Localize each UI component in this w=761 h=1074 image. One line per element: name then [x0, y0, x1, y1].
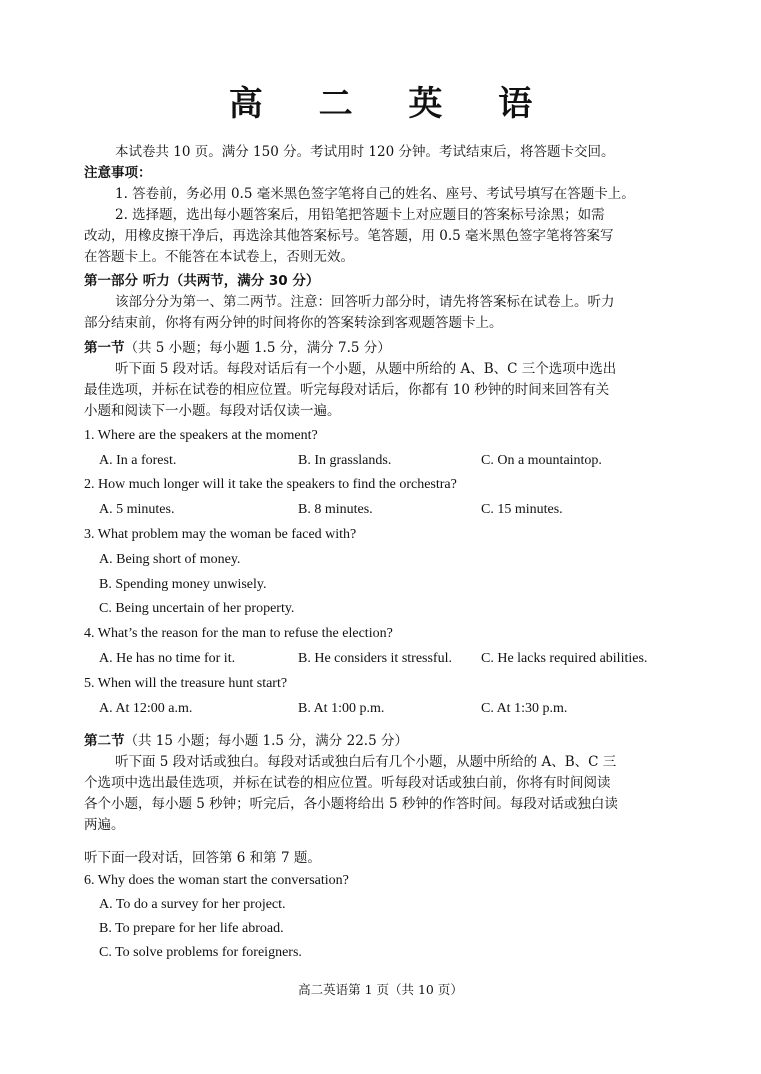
- question-6: 6. Why does the woman start the conversation?: [84, 873, 349, 888]
- section2-heading-line: [84, 731, 684, 752]
- section1-desc: 听下面 5 段对话。每段对话后有一个小题，从题中所给的 A、B、C 三个选项中选出: [115, 361, 617, 377]
- intro-text: 本试卷共 10 页。满分 150 分。考试用时 120 分钟。考试结束后，将答题卡交回。: [115, 144, 615, 160]
- question-3: 3. What problem may the woman be faced with?: [84, 527, 357, 542]
- page-footer: 高二英语第 1 页（共 10 页）: [298, 982, 463, 997]
- option-a: A. 5 minutes.: [99, 502, 175, 517]
- section2-desc: 听下面 5 段对话或独白。每段对话或独白后有几个小题，从题中所给的 A、B、C 三: [115, 754, 617, 770]
- section1-heading: 第一节: [84, 340, 125, 356]
- option-a: A. To do a survey for her project.: [99, 897, 286, 912]
- notes-heading: 注意事项：: [84, 165, 152, 181]
- option-c: C. At 1:30 p.m.: [481, 701, 568, 716]
- section2-desc: 各个小题，每小题 5 秒钟；听完后，各小题将给出 5 秒钟的作答时间。每段对话或独白读: [84, 796, 618, 812]
- question-4: 4. What’s the reason for the man to refuse the election?: [84, 626, 393, 641]
- part1-heading: 第一部分 听力（共两节，满分 30 分）: [84, 273, 320, 289]
- option-c: C. 15 minutes.: [481, 502, 563, 517]
- section2-desc: 个选项中选出最佳选项，并标在试卷的相应位置。听每段对话或独白前，你将有时间阅读: [84, 775, 611, 791]
- question-1: 1. Where are the speakers at the moment?: [84, 428, 318, 443]
- section1-heading-rest: （共 5 小题；每小题 1.5 分，满分 7.5 分）: [124, 340, 391, 356]
- section2-prompt: 听下面一段对话，回答第 6 和第 7 题。: [84, 850, 321, 866]
- page-title: 高 二 英 语: [228, 84, 555, 124]
- option-b: B. At 1:00 p.m.: [298, 701, 385, 716]
- option-a: A. In a forest.: [99, 453, 177, 468]
- option-c: C. On a mountaintop.: [481, 453, 602, 468]
- option-a: A. At 12:00 a.m.: [99, 701, 193, 716]
- option-c: C. Being uncertain of her property.: [99, 601, 295, 616]
- option-b: B. To prepare for her life abroad.: [99, 921, 284, 936]
- note-line: 1. 答卷前，务必用 0.5 毫米黑色签字笔将自己的姓名、座号、考试号填写在答题卡上。: [115, 186, 635, 202]
- option-a: A. He has no time for it.: [99, 651, 236, 666]
- option-c: C. To solve problems for foreigners.: [99, 945, 302, 960]
- note-line: 2. 选择题，选出每小题答案后，用铅笔把答题卡上对应题目的答案标号涂黑；如需: [115, 207, 605, 223]
- part1-desc: 部分结束前，你将有两分钟的时间将你的答案转涂到客观题答题卡上。: [84, 315, 503, 331]
- option-c: C. He lacks required abilities.: [481, 651, 648, 666]
- option-b: B. 8 minutes.: [298, 502, 373, 517]
- question-5: 5. When will the treasure hunt start?: [84, 676, 288, 691]
- part1-desc: 该部分分为第一、第二两节。注意：回答听力部分时，请先将答案标在试卷上。听力: [115, 294, 615, 310]
- section1-heading-line: [84, 338, 684, 359]
- option-b: B. In grasslands.: [298, 453, 392, 468]
- question-2: 2. How much longer will it take the speakers to find the orchestra?: [84, 477, 457, 492]
- option-b: B. Spending money unwisely.: [99, 577, 267, 592]
- option-b: B. He considers it stressful.: [298, 651, 452, 666]
- note-line: 在答题卡上。不能答在本试卷上，否则无效。: [84, 249, 354, 265]
- section2-desc: 两遍。: [84, 817, 125, 833]
- note-line: 改动，用橡皮擦干净后，再选涂其他答案标号。笔答题，用 0.5 毫米黑色签字笔将答案写: [84, 228, 614, 244]
- section2-heading-rest: （共 15 小题；每小题 1.5 分，满分 22.5 分）: [124, 733, 408, 749]
- section1-desc: 最佳选项，并标在试卷的相应位置。听完每段对话后，你都有 10 秒钟的时间来回答有关: [84, 382, 610, 398]
- section1-desc: 小题和阅读下一小题。每段对话仅读一遍。: [84, 403, 341, 419]
- section2-heading: 第二节: [84, 733, 125, 749]
- option-a: A. Being short of money.: [99, 552, 241, 567]
